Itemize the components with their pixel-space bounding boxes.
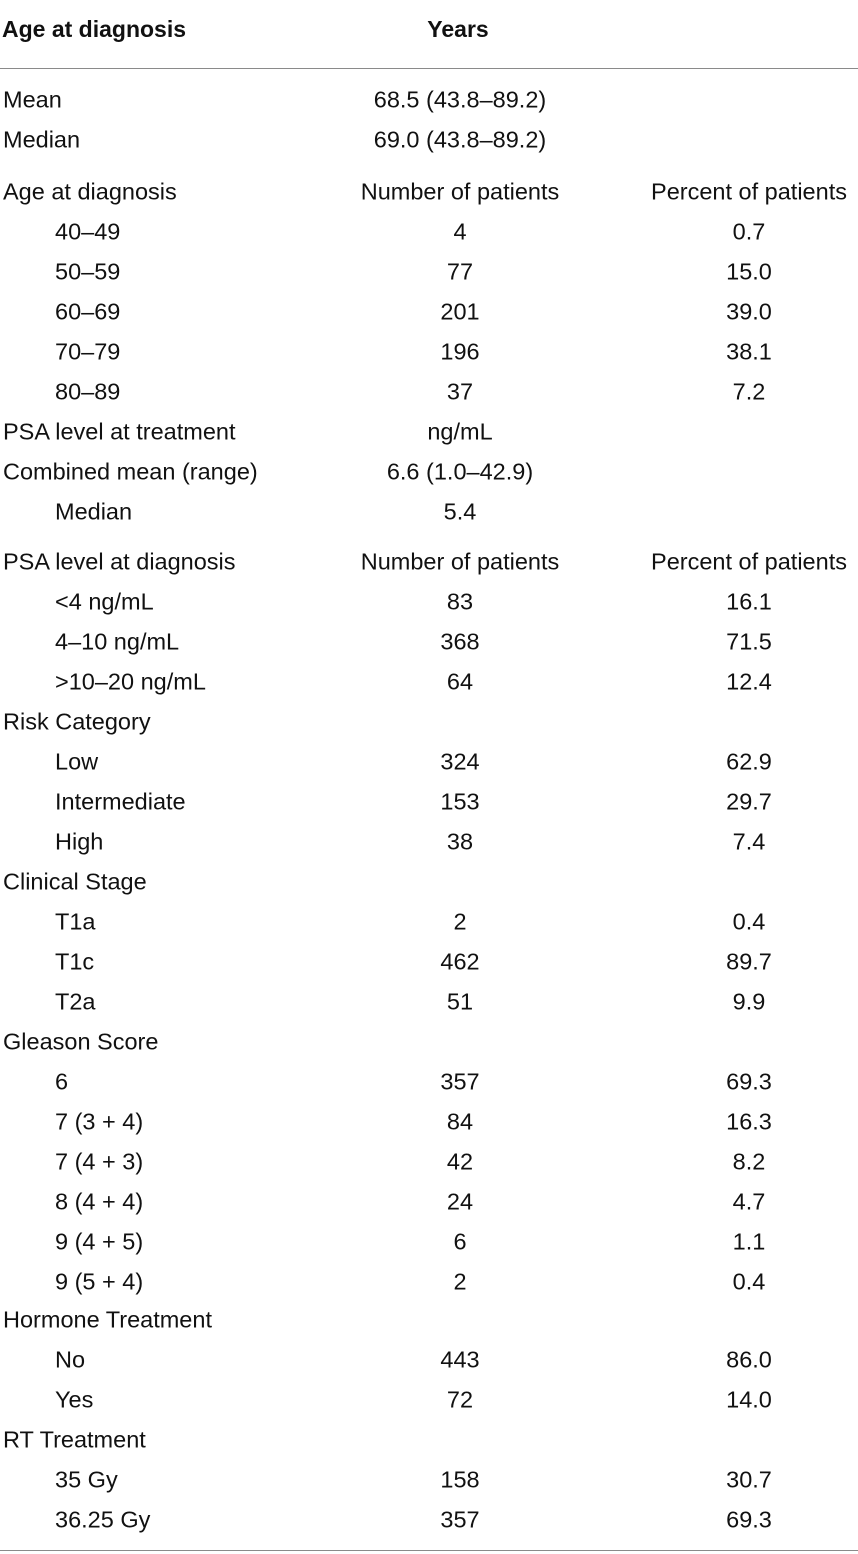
table-row xyxy=(0,544,858,580)
row-label: RT Treatment xyxy=(3,1426,146,1453)
table-row xyxy=(0,414,858,450)
header-age-at-diagnosis: Age at diagnosis xyxy=(2,16,187,42)
row-label: 35 Gy xyxy=(55,1466,118,1493)
table-row xyxy=(0,254,858,290)
table-row xyxy=(0,944,858,980)
table-row xyxy=(0,334,858,370)
table-row xyxy=(0,174,858,210)
row-value: 69.0 (43.8–89.2) xyxy=(373,126,547,153)
row-value: 72 xyxy=(446,1386,474,1413)
row-value: Number of patients xyxy=(360,548,560,575)
row-percent: 89.7 xyxy=(726,948,772,975)
row-label: 70–79 xyxy=(55,338,121,365)
row-value: 2 xyxy=(453,908,467,935)
row-label: High xyxy=(55,828,104,855)
row-value: 324 xyxy=(440,748,480,775)
table-row xyxy=(0,494,858,530)
table-row xyxy=(0,1184,858,1220)
row-value: 77 xyxy=(446,258,474,285)
row-percent: Percent of patients xyxy=(651,548,847,575)
row-value: 38 xyxy=(446,828,474,855)
table-row xyxy=(0,82,858,118)
row-percent: Percent of patients xyxy=(651,178,847,205)
row-percent: 39.0 xyxy=(726,298,772,325)
row-percent: 30.7 xyxy=(726,1466,772,1493)
row-label: 6 xyxy=(55,1068,69,1095)
row-label: 7 (4 + 3) xyxy=(55,1148,144,1175)
row-percent: 16.1 xyxy=(726,588,772,615)
row-value: 5.4 xyxy=(443,498,477,525)
row-value: 42 xyxy=(446,1148,474,1175)
row-label: PSA level at diagnosis xyxy=(3,548,236,575)
table-row xyxy=(0,824,858,860)
row-percent: 7.4 xyxy=(732,828,766,855)
table-row xyxy=(0,1064,858,1100)
row-value: 357 xyxy=(440,1068,480,1095)
table-row xyxy=(0,1422,858,1458)
row-label: 7 (3 + 4) xyxy=(55,1108,144,1135)
row-label: 9 (4 + 5) xyxy=(55,1228,144,1255)
table-row xyxy=(0,1264,858,1300)
row-value: 153 xyxy=(440,788,480,815)
row-percent: 38.1 xyxy=(726,338,772,365)
row-value: 158 xyxy=(440,1466,480,1493)
table-row xyxy=(0,214,858,250)
table-row xyxy=(0,1342,858,1378)
row-value: 51 xyxy=(446,988,474,1015)
row-value: 462 xyxy=(440,948,480,975)
row-label: Median xyxy=(3,126,81,153)
row-percent: 14.0 xyxy=(726,1386,772,1413)
row-percent: 0.7 xyxy=(732,218,766,245)
table-row xyxy=(0,1024,858,1060)
row-percent: 62.9 xyxy=(726,748,772,775)
row-label: T2a xyxy=(55,988,96,1015)
row-value: ng/mL xyxy=(427,418,493,445)
row-value: 64 xyxy=(446,668,474,695)
row-label: 36.25 Gy xyxy=(55,1506,151,1533)
row-value: 368 xyxy=(440,628,480,655)
row-label: T1c xyxy=(55,948,95,975)
row-percent: 71.5 xyxy=(726,628,772,655)
row-value: 357 xyxy=(440,1506,480,1533)
row-value: 4 xyxy=(453,218,467,245)
row-label: Mean xyxy=(3,86,62,113)
row-label: Clinical Stage xyxy=(3,868,147,895)
table-row xyxy=(0,664,858,700)
row-label: 9 (5 + 4) xyxy=(55,1268,144,1295)
table-row xyxy=(0,704,858,740)
row-label: Low xyxy=(55,748,99,775)
row-value: 196 xyxy=(440,338,480,365)
row-percent: 12.4 xyxy=(726,668,772,695)
table-row xyxy=(0,374,858,410)
row-label: Age at diagnosis xyxy=(3,178,177,205)
row-label: 80–89 xyxy=(55,378,121,405)
row-label: 4–10 ng/mL xyxy=(55,628,180,655)
row-value: 37 xyxy=(446,378,474,405)
row-label: 60–69 xyxy=(55,298,121,325)
row-value: 83 xyxy=(446,588,474,615)
row-percent: 86.0 xyxy=(726,1346,772,1373)
table-row xyxy=(0,294,858,330)
row-label: Combined mean (range) xyxy=(3,458,258,485)
row-value: 201 xyxy=(440,298,480,325)
row-label: No xyxy=(55,1346,86,1373)
table-row xyxy=(0,864,858,900)
table-row xyxy=(0,454,858,490)
row-percent: 29.7 xyxy=(726,788,772,815)
row-percent: 69.3 xyxy=(726,1506,772,1533)
row-value: 6 xyxy=(453,1228,467,1255)
row-percent: 16.3 xyxy=(726,1108,772,1135)
row-percent: 4.7 xyxy=(732,1188,766,1215)
table-row xyxy=(0,122,858,158)
row-label: >10–20 ng/mL xyxy=(55,668,206,695)
table-row xyxy=(0,1144,858,1180)
row-label: 40–49 xyxy=(55,218,121,245)
row-label: 50–59 xyxy=(55,258,121,285)
row-label: Intermediate xyxy=(55,788,186,815)
table-row xyxy=(0,1502,858,1538)
row-percent: 69.3 xyxy=(726,1068,772,1095)
table-row xyxy=(0,624,858,660)
table-row xyxy=(0,784,858,820)
row-percent: 9.9 xyxy=(732,988,766,1015)
row-label: Gleason Score xyxy=(3,1028,159,1055)
row-percent: 1.1 xyxy=(732,1228,766,1255)
row-value: 84 xyxy=(446,1108,474,1135)
table-row xyxy=(0,1224,858,1260)
row-label: Hormone Treatment xyxy=(3,1306,212,1333)
table-row xyxy=(0,1382,858,1418)
row-value: 68.5 (43.8–89.2) xyxy=(373,86,547,113)
table-row xyxy=(0,744,858,780)
table-row xyxy=(0,1462,858,1498)
bottom-rule xyxy=(0,1550,858,1551)
row-label: Median xyxy=(55,498,133,525)
table-row xyxy=(0,1104,858,1140)
row-percent: 8.2 xyxy=(732,1148,766,1175)
row-percent: 0.4 xyxy=(732,908,766,935)
row-label: PSA level at treatment xyxy=(3,418,236,445)
header-years: Years xyxy=(427,16,489,42)
table-row xyxy=(0,584,858,620)
row-percent: 0.4 xyxy=(732,1268,766,1295)
row-percent: 7.2 xyxy=(732,378,766,405)
row-value: 6.6 (1.0–42.9) xyxy=(386,458,534,485)
row-percent: 15.0 xyxy=(726,258,772,285)
header-rule xyxy=(0,68,858,69)
row-label: Risk Category xyxy=(3,708,151,735)
row-value: 443 xyxy=(440,1346,480,1373)
row-label: <4 ng/mL xyxy=(55,588,154,615)
row-value: Number of patients xyxy=(360,178,560,205)
row-value: 2 xyxy=(453,1268,467,1295)
table-row xyxy=(0,904,858,940)
table-row xyxy=(0,1302,858,1338)
row-label: T1a xyxy=(55,908,96,935)
table-row xyxy=(0,984,858,1020)
row-value: 24 xyxy=(446,1188,474,1215)
row-label: 8 (4 + 4) xyxy=(55,1188,144,1215)
row-label: Yes xyxy=(55,1386,94,1413)
